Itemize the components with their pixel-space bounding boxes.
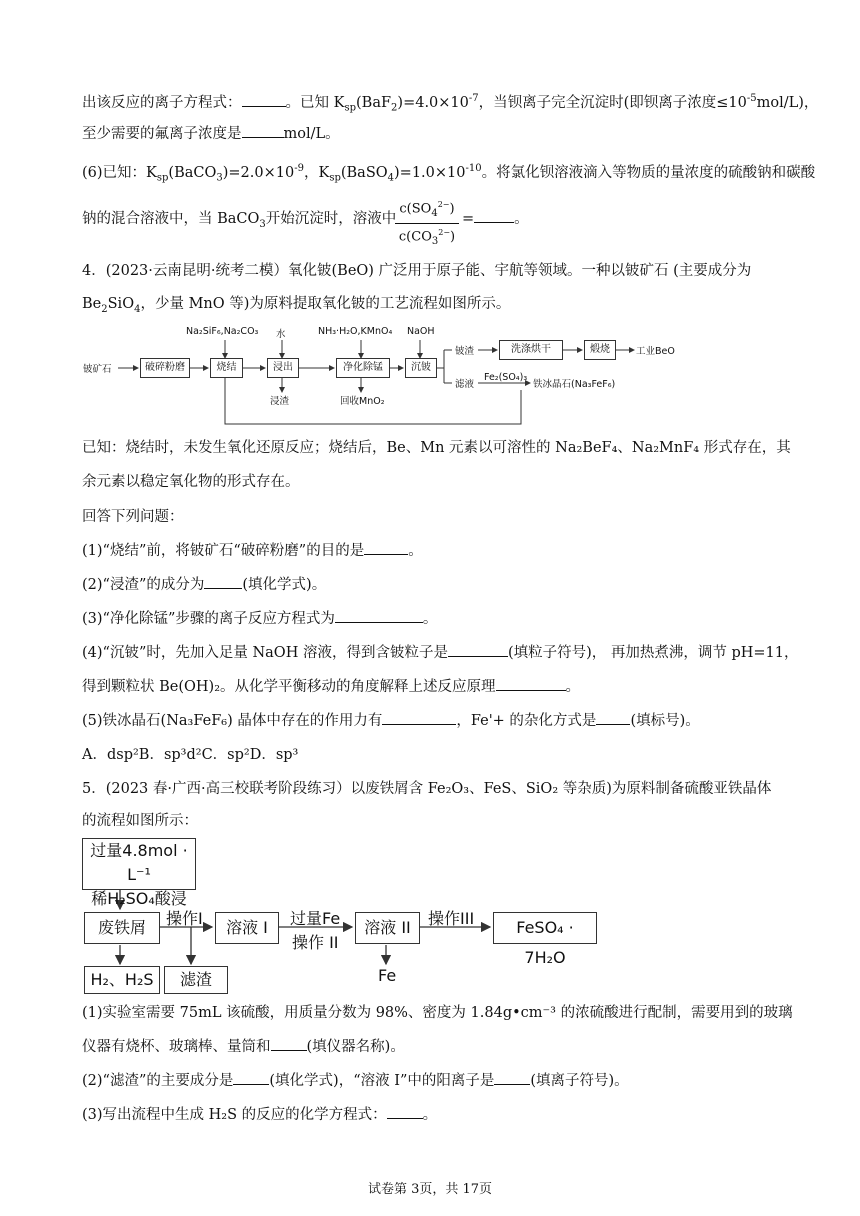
flow-operation-3: 操作III <box>428 909 475 928</box>
flow-reagent-2: 水 <box>276 329 286 340</box>
q4-heading: 4．(2023·云南昆明·统考二模）氧化铍(BeO) 广泛用于原子能、宇航等领域。一种以铍矿石 (主要成分为 <box>82 263 752 279</box>
flow-product-feso4: FeSO₄ · 7H₂O <box>493 912 597 944</box>
flow-filtrate: 滤液 <box>455 379 475 390</box>
q4-heading-2: $Be_2SiO_4$，少量 MnO 等)为原料提取氧化铍的工艺流程如图所示。 <box>82 296 511 315</box>
q3-line4-end: = 。 <box>462 208 800 230</box>
q5-part-3: (3)写出流程中生成 H₂S 的反应的化学方程式： 。 <box>82 1104 800 1126</box>
page-footer: 试卷第 3页，共 17页 <box>367 1182 493 1197</box>
flow-reagent-1: Na₂SiF₆,Na₂CO₃ <box>186 326 259 337</box>
flow-leach-residue: 浸渣 <box>270 396 290 407</box>
flow-operation-2: 操作 II <box>292 933 339 952</box>
q3-line4: 钠的混合溶液中，当 BaCO$_3$开始沉淀时，溶液中 <box>82 211 397 230</box>
q4-part-1: (1)“烧结”前，将铍矿石“破碎粉磨”的目的是 。 <box>82 540 800 562</box>
flow-leach: 浸出 <box>267 358 299 378</box>
flow-solution-2: 溶液 II <box>355 912 420 944</box>
flow-reagent-3: NH₃·H₂O,KMnO₄ <box>318 326 393 337</box>
flow-calcine: 煅烧 <box>584 340 616 360</box>
flow-solution-1: 溶液 I <box>215 912 279 944</box>
flow-wash-dry: 洗涤烘干 <box>499 340 563 360</box>
flow-sinter: 烧结 <box>210 358 243 378</box>
flow-reagent-5: Fe₂(SO₄)₃ <box>484 372 528 383</box>
flow-crush-grind: 破碎粉磨 <box>140 358 190 378</box>
flow-recover-mno2: 回收MnO₂ <box>340 396 385 407</box>
q4-part-4: (4)“沉铍”时，先加入足量 NaOH 溶液，得到含铍粒子是 (填粒子符号)， 再加热煮沸，调节 pH=11， <box>82 642 800 664</box>
q3-line3: (6)已知：$K_{sp}(BaCO_3)=2.0\times 10^{-9}$，$K_{sp}(BaSO_4)=1.0\times 10^{-10}$。将氯化钡溶液滴入等物质的量浓度的硫酸钠和碳酸 <box>82 163 816 184</box>
flow-product: 工业BeO <box>636 346 675 357</box>
flow-precipitate-be: 沉铍 <box>405 358 437 378</box>
q4-part-4-cont: 得到颗粒状 Be(OH)₂。从化学平衡移动的角度解释上述反应原理 。 <box>82 676 800 698</box>
flow-scrap-iron: 废铁屑 <box>84 912 160 944</box>
q3-line2: 至少需要的氟离子浓度是 mol/L。 <box>82 123 800 145</box>
q5-part-1-cont: 仪器有烧杯、玻璃棒、量筒和 (填仪器名称)。 <box>82 1036 800 1058</box>
q5-part-1: (1)实验室需要 75mL 该硫酸，用质量分数为 98%、密度为 1.84g•cm⁻³ 的浓硫酸进行配制，需要用到的玻璃 <box>82 1005 793 1021</box>
q5-part-2: (2)“滤渣”的主要成分是 (填化学式)，“溶液 I”中的阳离子是 (填离子符号)。 <box>82 1070 800 1092</box>
flow-operation-1: 操作I <box>166 909 203 928</box>
flow-residue: 滤渣 <box>164 966 228 994</box>
flow-excess-fe: 过量Fe <box>290 909 341 928</box>
q4-ask: 回答下列问题： <box>82 509 184 525</box>
flow-fe-out: Fe <box>378 966 397 985</box>
flow-gases: H₂、H₂S <box>84 966 160 994</box>
flow-ore: 铍矿石 <box>83 364 112 375</box>
concentration-fraction: $\frac{c(SO_4^{2-})}{c(CO_3^{2-})}$ <box>395 196 459 251</box>
flow-reagent-4: NaOH <box>407 326 435 337</box>
q4-part-2: (2)“浸渣”的成分为 (填化学式)。 <box>82 574 800 596</box>
flow-acid-leach: 过量4.8mol · L⁻¹ 稀H₂SO₄酸浸 <box>82 838 196 890</box>
flow-purify-mn: 净化除锰 <box>336 358 390 378</box>
flow-be-residue: 铍渣 <box>455 346 475 357</box>
q5-heading-2: 的流程如图所示： <box>82 813 198 829</box>
q4-options: A．dsp²B．sp³d²C．sp²D．sp³ <box>82 747 299 763</box>
q4-known-1: 已知：烧结时，未发生氧化还原反应；烧结后，Be、Mn 元素以可溶性的 Na₂BeF₄、Na₂MnF₄ 形式存在，其 <box>82 440 791 456</box>
q4-known-2: 余元素以稳定氧化物的形式存在。 <box>82 474 300 490</box>
q4-part-5: (5)铁冰晶石(Na₃FeF₆) 晶体中存在的作用力有 ，Fe'+ 的杂化方式是 (填标号)。 <box>82 710 800 732</box>
q3-line1: 出该反应的离子方程式： 。已知 $K_{sp}(BaF_2)=4.0\times 10^{-7}$，当钡离子完全沉淀时(即钡离子浓度$\le 10^{-5}mol/L$)， <box>82 93 819 114</box>
q4-part-3: (3)“净化除锰”步骤的离子反应方程式为 。 <box>82 608 800 630</box>
q5-heading: 5．(2023 春·广西·高三校联考阶段练习）以废铁屑含 Fe₂O₃、FeS、SiO₂ 等杂质)为原料制备硫酸亚铁晶体 <box>82 781 772 797</box>
flow-cryolite: 铁冰晶石(Na₃FeF₆) <box>533 379 616 390</box>
